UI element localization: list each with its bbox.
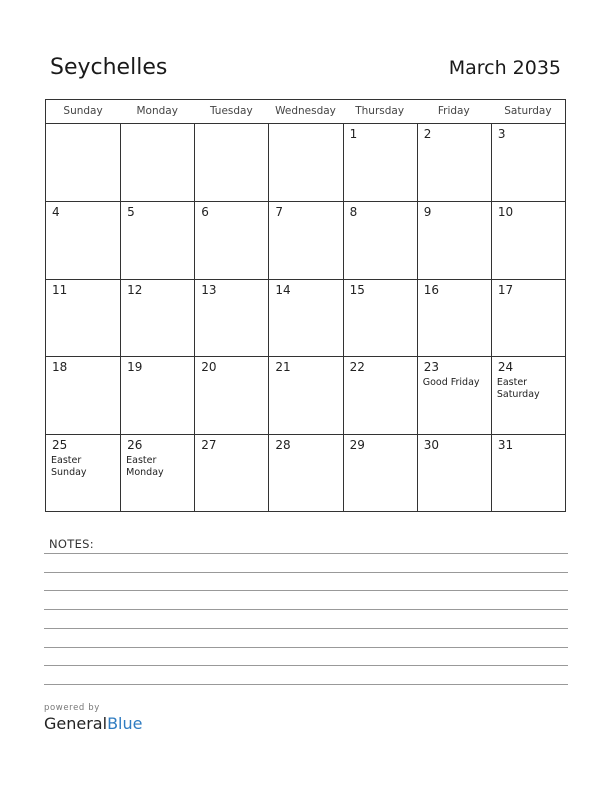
notes-line <box>44 628 568 629</box>
day-number: 16 <box>423 282 439 297</box>
powered-by-text: powered by <box>44 703 100 713</box>
day-cell <box>120 280 194 356</box>
day-number: 28 <box>275 437 291 452</box>
day-number: 27 <box>201 437 217 452</box>
country-title: Seychelles <box>50 55 168 80</box>
day-number: 14 <box>275 282 291 297</box>
day-number: 6 <box>201 205 209 220</box>
day-cell <box>491 124 565 201</box>
day-number: 21 <box>275 360 291 375</box>
day-cell <box>120 435 194 511</box>
day-cell <box>120 124 194 201</box>
weekday-header-row <box>46 100 565 124</box>
day-cell <box>194 202 268 278</box>
day-cell <box>268 357 342 433</box>
day-number: 7 <box>275 205 284 220</box>
day-cell <box>343 357 417 433</box>
day-cell <box>491 435 565 511</box>
holiday-label: Good Friday <box>422 377 480 389</box>
week-row <box>46 201 565 278</box>
day-number: 9 <box>423 205 432 220</box>
day-number: 2 <box>423 127 432 141</box>
notes-line <box>44 590 568 591</box>
day-number: 12 <box>127 282 143 297</box>
day-number: 18 <box>52 360 68 375</box>
logo-general-text: General <box>44 714 108 733</box>
day-cell <box>46 124 120 201</box>
day-number: 31 <box>497 437 514 452</box>
notes-line <box>44 572 568 573</box>
holiday-label: Easter Monday <box>126 454 164 478</box>
month-year-title: March 2035 <box>448 57 561 79</box>
day-number: 13 <box>201 282 217 297</box>
brand-footer <box>44 703 142 733</box>
weekday-friday: Friday <box>437 105 470 117</box>
day-number: 30 <box>423 437 439 452</box>
weekday-thursday: Thursday <box>355 105 405 117</box>
day-cell <box>46 357 120 433</box>
day-number: 23 <box>423 360 439 375</box>
day-number: 1 <box>349 127 358 141</box>
logo-blue-text: Blue <box>107 714 143 733</box>
weekday-wednesday: Wednesday <box>275 105 336 117</box>
day-cell <box>268 202 342 278</box>
notes-line <box>44 647 568 648</box>
day-number: 29 <box>349 437 365 452</box>
notes-label: NOTES: <box>49 537 94 551</box>
weekday-saturday: Saturday <box>504 105 552 117</box>
day-number: 25 <box>52 437 68 452</box>
day-cell <box>46 280 120 356</box>
weekday-tuesday: Tuesday <box>209 105 253 117</box>
day-number: 8 <box>349 205 358 220</box>
day-cell <box>491 202 565 278</box>
day-number: 5 <box>127 205 135 220</box>
day-number: 17 <box>497 282 514 297</box>
day-number: 11 <box>52 282 68 297</box>
day-cell <box>194 435 268 511</box>
week-row <box>46 434 565 511</box>
week-row <box>46 356 565 433</box>
day-number: 3 <box>497 127 506 141</box>
day-number: 15 <box>349 282 365 297</box>
generalblue-logo <box>44 714 142 733</box>
notes-line <box>44 665 568 666</box>
day-cell <box>491 280 565 356</box>
day-cell <box>417 357 491 433</box>
weekday-monday: Monday <box>136 105 178 117</box>
week-row <box>46 279 565 356</box>
weekday-sunday: Sunday <box>63 105 103 117</box>
notes-line <box>44 609 568 610</box>
holiday-label: Easter Sunday <box>51 454 87 478</box>
day-cell <box>120 357 194 433</box>
day-cell <box>343 435 417 511</box>
day-number: 19 <box>127 360 143 375</box>
notes-line <box>44 553 568 554</box>
day-cell <box>417 124 491 201</box>
day-number: 20 <box>201 360 217 375</box>
day-cell <box>417 202 491 278</box>
day-cell <box>268 124 342 201</box>
day-cell <box>194 280 268 356</box>
day-cell <box>343 202 417 278</box>
day-number: 24 <box>497 360 514 375</box>
day-cell <box>268 280 342 356</box>
day-number: 10 <box>497 205 514 220</box>
day-number: 4 <box>52 205 60 220</box>
week-row <box>46 124 565 201</box>
day-cell <box>46 202 120 278</box>
day-cell <box>268 435 342 511</box>
notes-line <box>44 684 568 685</box>
day-cell <box>46 435 120 511</box>
day-cell <box>120 202 194 278</box>
calendar-weeks <box>46 124 565 511</box>
day-number: 26 <box>127 437 143 452</box>
day-cell <box>491 357 565 433</box>
day-cell <box>194 124 268 201</box>
day-cell <box>417 280 491 356</box>
day-number: 22 <box>349 360 365 375</box>
calendar-grid <box>45 99 566 512</box>
day-cell <box>417 435 491 511</box>
day-cell <box>194 357 268 433</box>
holiday-label: Easter Saturday <box>496 377 540 401</box>
day-cell <box>343 280 417 356</box>
day-cell <box>343 124 417 201</box>
